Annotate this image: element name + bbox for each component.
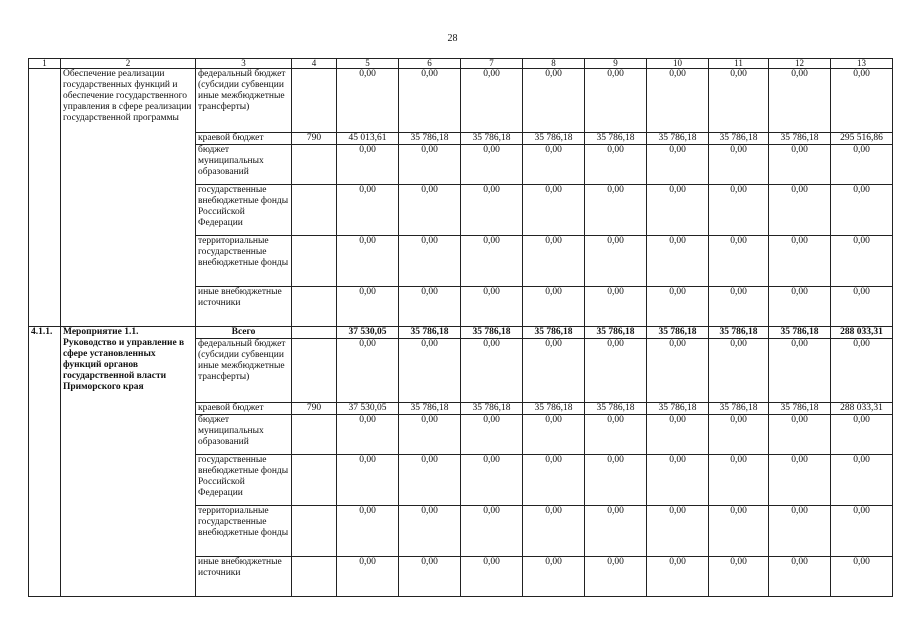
amount-cell: 0,00 (461, 506, 523, 557)
amount-cell: 35 786,18 (523, 327, 585, 339)
funding-source: федеральный бюджет (субсидии субвенции иные межбюджетные трансферты) (196, 69, 292, 133)
amount-cell: 0,00 (523, 145, 585, 185)
amount-cell: 0,00 (399, 557, 461, 597)
amount-cell: 0,00 (585, 506, 647, 557)
funding-source: Всего (196, 327, 292, 339)
amount-cell: 0,00 (399, 69, 461, 133)
funding-source: территориальные государственные внебюджетные фонды (196, 236, 292, 287)
amount-cell: 35 786,18 (647, 403, 709, 415)
funding-source: краевой бюджет (196, 403, 292, 415)
amount-cell: 0,00 (831, 145, 893, 185)
amount-cell: 35 786,18 (461, 327, 523, 339)
amount-cell: 35 786,18 (769, 327, 831, 339)
amount-cell: 0,00 (523, 455, 585, 506)
amount-cell: 0,00 (769, 236, 831, 287)
funding-source: краевой бюджет (196, 133, 292, 145)
column-header: 2 (61, 59, 196, 69)
section-name: Обеспечение реализации государственных функций и обеспечение государственного управления в сфере реализации государственной программы (61, 69, 196, 327)
amount-cell: 0,00 (709, 557, 769, 597)
amount-cell: 0,00 (337, 557, 399, 597)
amount-cell: 0,00 (461, 415, 523, 455)
amount-cell: 35 786,18 (585, 403, 647, 415)
amount-cell: 0,00 (769, 557, 831, 597)
amount-cell: 0,00 (523, 557, 585, 597)
amount-cell: 295 516,86 (831, 133, 893, 145)
amount-cell: 0,00 (831, 339, 893, 403)
amount-cell: 35 786,18 (647, 133, 709, 145)
amount-cell: 35 786,18 (523, 133, 585, 145)
amount-cell: 35 786,18 (523, 403, 585, 415)
section-name: Мероприятие 1.1. Руководство и управление в сфере установленных функций органов государственной власти Приморского края (61, 327, 196, 597)
column-header: 5 (337, 59, 399, 69)
amount-cell: 0,00 (523, 236, 585, 287)
amount-cell: 45 013,61 (337, 133, 399, 145)
amount-cell: 35 786,18 (461, 403, 523, 415)
budget-code (292, 327, 337, 339)
amount-cell: 35 786,18 (709, 403, 769, 415)
amount-cell: 0,00 (461, 145, 523, 185)
budget-code (292, 236, 337, 287)
amount-cell: 0,00 (647, 557, 709, 597)
amount-cell: 35 786,18 (709, 133, 769, 145)
amount-cell: 0,00 (337, 287, 399, 327)
amount-cell: 0,00 (337, 145, 399, 185)
budget-code: 790 (292, 403, 337, 415)
budget-code (292, 415, 337, 455)
amount-cell: 0,00 (337, 339, 399, 403)
amount-cell: 0,00 (523, 506, 585, 557)
amount-cell: 0,00 (769, 145, 831, 185)
amount-cell: 0,00 (647, 455, 709, 506)
funding-source: иные внебюджетные источники (196, 287, 292, 327)
amount-cell: 0,00 (399, 339, 461, 403)
amount-cell: 37 530,05 (337, 403, 399, 415)
amount-cell: 0,00 (709, 339, 769, 403)
budget-code (292, 287, 337, 327)
amount-cell: 0,00 (769, 415, 831, 455)
column-header: 3 (196, 59, 292, 69)
amount-cell: 0,00 (461, 557, 523, 597)
amount-cell: 0,00 (709, 506, 769, 557)
amount-cell: 0,00 (337, 69, 399, 133)
amount-cell: 0,00 (585, 339, 647, 403)
table-body (29, 69, 893, 597)
column-header: 1 (29, 59, 61, 69)
amount-cell: 0,00 (399, 185, 461, 236)
funding-source: территориальные государственные внебюджетные фонды (196, 506, 292, 557)
budget-code (292, 69, 337, 133)
amount-cell: 0,00 (831, 287, 893, 327)
amount-cell: 37 530,05 (337, 327, 399, 339)
column-header-row (29, 59, 893, 69)
amount-cell: 0,00 (523, 339, 585, 403)
section-index: 4.1.1. (29, 327, 61, 597)
amount-cell: 0,00 (523, 69, 585, 133)
amount-cell: 0,00 (709, 145, 769, 185)
amount-cell: 0,00 (647, 185, 709, 236)
amount-cell: 35 786,18 (769, 403, 831, 415)
amount-cell: 0,00 (831, 69, 893, 133)
amount-cell: 35 786,18 (399, 133, 461, 145)
amount-cell: 35 786,18 (585, 327, 647, 339)
amount-cell: 0,00 (585, 145, 647, 185)
amount-cell: 0,00 (709, 287, 769, 327)
budget-code (292, 557, 337, 597)
amount-cell: 0,00 (831, 415, 893, 455)
amount-cell: 0,00 (709, 185, 769, 236)
amount-cell: 0,00 (337, 415, 399, 455)
table-row (29, 327, 893, 339)
column-header: 12 (769, 59, 831, 69)
amount-cell: 0,00 (585, 185, 647, 236)
amount-cell: 0,00 (585, 287, 647, 327)
amount-cell: 0,00 (647, 287, 709, 327)
amount-cell: 0,00 (831, 557, 893, 597)
amount-cell: 0,00 (337, 185, 399, 236)
column-header: 9 (585, 59, 647, 69)
amount-cell: 0,00 (831, 236, 893, 287)
budget-code (292, 339, 337, 403)
amount-cell: 0,00 (461, 69, 523, 133)
amount-cell: 0,00 (399, 506, 461, 557)
column-header: 6 (399, 59, 461, 69)
amount-cell: 0,00 (647, 145, 709, 185)
funding-source: иные внебюджетные источники (196, 557, 292, 597)
amount-cell: 0,00 (337, 455, 399, 506)
amount-cell: 0,00 (523, 185, 585, 236)
funding-source: государственные внебюджетные фонды Российской Федерации (196, 455, 292, 506)
funding-source: бюджет муниципальных образований (196, 415, 292, 455)
amount-cell: 0,00 (769, 287, 831, 327)
amount-cell: 35 786,18 (709, 327, 769, 339)
amount-cell: 0,00 (709, 455, 769, 506)
amount-cell: 35 786,18 (585, 133, 647, 145)
amount-cell: 0,00 (647, 69, 709, 133)
amount-cell: 0,00 (399, 145, 461, 185)
amount-cell: 0,00 (585, 236, 647, 287)
budget-table (28, 58, 893, 597)
amount-cell: 35 786,18 (769, 133, 831, 145)
amount-cell: 0,00 (647, 339, 709, 403)
table-row (29, 69, 893, 133)
amount-cell: 0,00 (831, 506, 893, 557)
amount-cell: 0,00 (399, 455, 461, 506)
budget-code (292, 506, 337, 557)
section-index (29, 69, 61, 327)
amount-cell: 0,00 (831, 455, 893, 506)
amount-cell: 288 033,31 (831, 403, 893, 415)
amount-cell: 0,00 (461, 236, 523, 287)
amount-cell: 0,00 (585, 455, 647, 506)
amount-cell: 0,00 (647, 236, 709, 287)
amount-cell: 0,00 (585, 557, 647, 597)
amount-cell: 0,00 (647, 415, 709, 455)
page-number: 28 (447, 33, 458, 44)
amount-cell: 35 786,18 (647, 327, 709, 339)
amount-cell: 0,00 (769, 69, 831, 133)
amount-cell: 35 786,18 (399, 327, 461, 339)
amount-cell: 0,00 (523, 415, 585, 455)
amount-cell: 0,00 (647, 506, 709, 557)
amount-cell: 0,00 (461, 339, 523, 403)
amount-cell: 0,00 (461, 287, 523, 327)
column-header: 4 (292, 59, 337, 69)
amount-cell: 0,00 (399, 236, 461, 287)
amount-cell: 35 786,18 (399, 403, 461, 415)
amount-cell: 0,00 (337, 236, 399, 287)
budget-code (292, 185, 337, 236)
amount-cell: 0,00 (585, 69, 647, 133)
amount-cell: 0,00 (337, 506, 399, 557)
amount-cell: 0,00 (831, 185, 893, 236)
amount-cell: 0,00 (709, 415, 769, 455)
amount-cell: 0,00 (399, 415, 461, 455)
amount-cell: 0,00 (523, 287, 585, 327)
budget-code: 790 (292, 133, 337, 145)
amount-cell: 0,00 (461, 185, 523, 236)
amount-cell: 35 786,18 (461, 133, 523, 145)
amount-cell: 0,00 (769, 339, 831, 403)
funding-source: бюджет муниципальных образований (196, 145, 292, 185)
column-header: 13 (831, 59, 893, 69)
budget-code (292, 145, 337, 185)
amount-cell: 0,00 (585, 415, 647, 455)
amount-cell: 0,00 (399, 287, 461, 327)
amount-cell: 0,00 (709, 236, 769, 287)
column-header: 10 (647, 59, 709, 69)
funding-source: федеральный бюджет (субсидии субвенции иные межбюджетные трансферты) (196, 339, 292, 403)
column-header: 7 (461, 59, 523, 69)
amount-cell: 288 033,31 (831, 327, 893, 339)
budget-code (292, 455, 337, 506)
funding-source: государственные внебюджетные фонды Российской Федерации (196, 185, 292, 236)
amount-cell: 0,00 (769, 185, 831, 236)
column-header: 8 (523, 59, 585, 69)
amount-cell: 0,00 (461, 455, 523, 506)
column-header: 11 (709, 59, 769, 69)
amount-cell: 0,00 (709, 69, 769, 133)
amount-cell: 0,00 (769, 506, 831, 557)
amount-cell: 0,00 (769, 455, 831, 506)
